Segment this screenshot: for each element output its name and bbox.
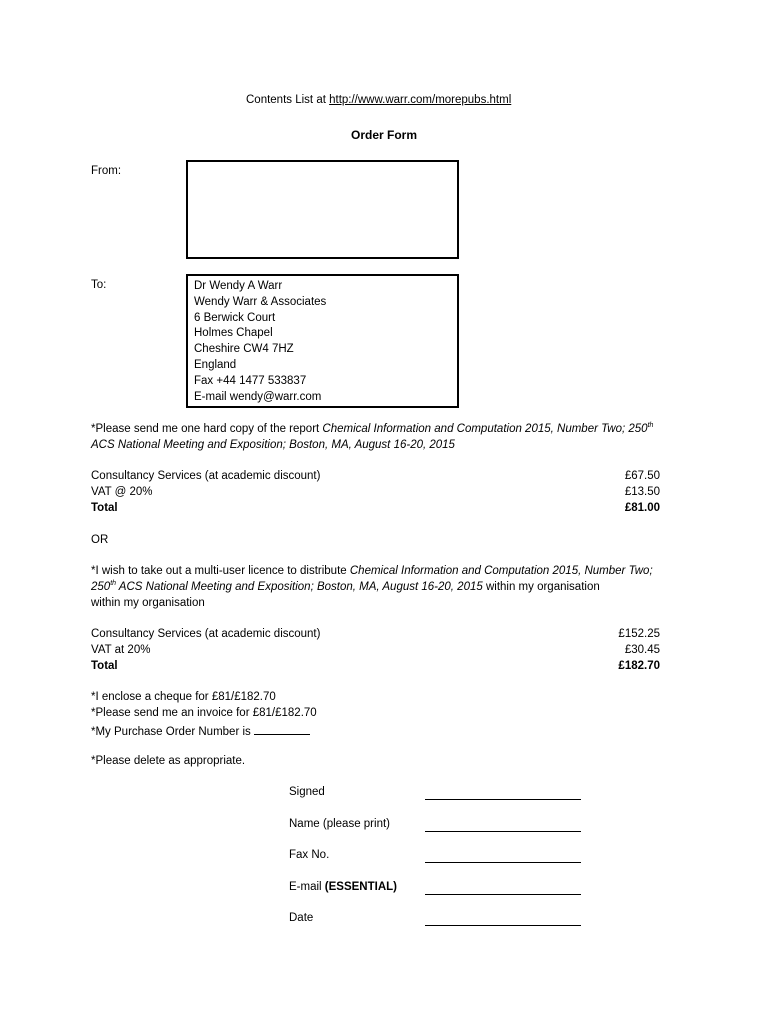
option1-row-amount: £13.50 — [624, 486, 660, 498]
page-title: Order Form — [351, 128, 418, 142]
po-label: *My Purchase Order Number is — [91, 726, 254, 738]
option1-row-label: Consultancy Services (at academic discount) — [91, 470, 321, 482]
option1-intro: *Please send me one hard copy of the report — [91, 423, 323, 435]
contents-link[interactable]: http://www.warr.com/morepubs.html — [329, 94, 512, 106]
option2-report-title-cont: ACS National Meeting and Exposition; Boston, MA, August 16-20, 2015 — [116, 581, 483, 593]
delete-note: *Please delete as appropriate. — [91, 755, 246, 767]
option2-meeting-number: 250 — [91, 581, 111, 593]
payment-cheque: *I enclose a cheque for £81/£182.70 — [91, 691, 276, 703]
option1-report-title-cont: ACS National Meeting and Exposition; Boston, MA, August 16-20, 2015 — [91, 439, 455, 451]
payment-po-line — [91, 723, 310, 738]
address-line: Cheshire CW4 7HZ — [194, 343, 294, 356]
option1-total-label: Total — [91, 502, 118, 514]
address-line: England — [194, 358, 237, 371]
from-label: From: — [91, 165, 122, 177]
option2-intro: *I wish to take out a multi-user licence to distribute — [91, 565, 350, 577]
name-field[interactable] — [425, 831, 581, 832]
or-separator: OR — [91, 534, 109, 546]
option2-line1 — [91, 565, 653, 577]
signed-label: Signed — [289, 786, 325, 798]
fax-label: Fax No. — [289, 849, 330, 861]
option2-suffix: within my organisation — [482, 581, 600, 593]
fax-field[interactable] — [425, 862, 581, 863]
contents-line — [246, 94, 511, 106]
address-line: Dr Wendy A Warr — [194, 280, 283, 292]
option2-report-title: Chemical Information and Computation 2015, Number Two; — [349, 565, 653, 577]
address-line: Holmes Chapel — [194, 327, 273, 340]
ordinal-suffix: th — [110, 580, 117, 588]
option1-row-label: VAT @ 20% — [91, 486, 153, 498]
option2-row-amount: £152.25 — [618, 628, 660, 640]
option2-row-amount: £30.45 — [624, 644, 660, 656]
option1-row-amount: £67.50 — [624, 470, 660, 482]
address-line: Wendy Warr & Associates — [194, 295, 327, 308]
email-label — [289, 881, 397, 893]
option2-row-label: Consultancy Services (at academic discount) — [91, 628, 321, 640]
email-label-text: E-mail — [289, 881, 325, 893]
option1-line2 — [91, 439, 455, 451]
email-essential-note: (ESSENTIAL) — [324, 881, 397, 893]
address-line: E-mail wendy@warr.com — [194, 390, 322, 403]
to-address-box — [186, 274, 459, 408]
address-line: 6 Berwick Court — [194, 311, 276, 324]
option1-line1 — [91, 423, 653, 435]
name-label: Name (please print) — [289, 818, 390, 830]
option2-total-label: Total — [91, 660, 118, 672]
email-field[interactable] — [425, 894, 581, 895]
to-label: To: — [91, 279, 107, 291]
date-field[interactable] — [425, 925, 581, 926]
payment-invoice: *Please send me an invoice for £81/£182.70 — [91, 707, 317, 719]
address-line: Fax +44 1477 533837 — [194, 374, 307, 387]
ordinal-suffix: th — [647, 422, 654, 430]
from-address-box[interactable] — [186, 160, 459, 259]
signed-field[interactable] — [425, 799, 581, 800]
option2-total-amount: £182.70 — [618, 660, 660, 672]
po-number-field[interactable] — [254, 723, 310, 735]
option2-row-label: VAT at 20% — [91, 644, 151, 656]
date-label: Date — [289, 912, 314, 924]
option2-line3: within my organisation — [91, 597, 205, 609]
option1-report-title: Chemical Information and Computation 2015, Number Two; 250 — [322, 423, 648, 435]
contents-prefix: Contents List at — [246, 94, 330, 106]
option1-total-amount: £81.00 — [624, 502, 660, 514]
option2-line2 — [91, 581, 600, 593]
